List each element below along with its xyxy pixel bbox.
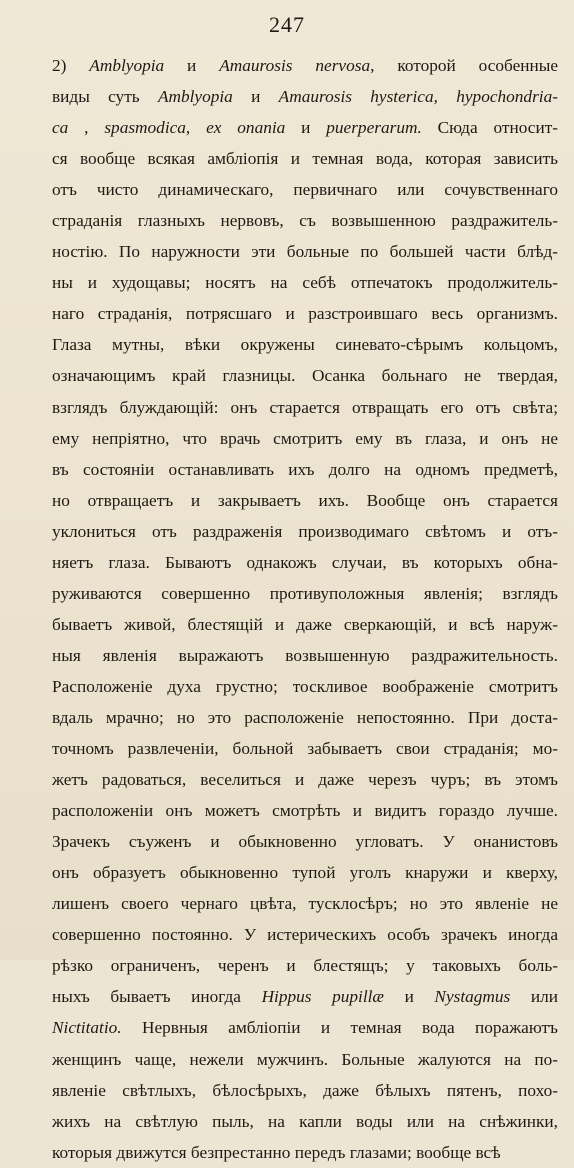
text-segment: отъ чисто динамическаго, первичнаго или сочувственнаго: [52, 180, 558, 200]
latin-term: Nystagmus: [434, 987, 511, 1007]
text-segment: Расположеніе духа грустно; тоскливое воображеніе смотритъ: [52, 676, 558, 696]
text-segment: и: [164, 56, 220, 75]
latin-term: puerperarum.: [326, 118, 422, 138]
text-line: [52, 360, 558, 391]
text-line: [52, 888, 558, 919]
text-line: [52, 112, 558, 143]
text-line: [52, 1012, 558, 1043]
text-segment: рѣзко ограниченъ, черенъ и блестящъ; у таковыхъ боль-: [52, 956, 558, 976]
text-segment: женщинъ чаще, нежели мужчинъ. Больные жалуются на по-: [52, 1049, 558, 1069]
text-line: [52, 702, 558, 733]
text-segment: явленіе свѣтлыхъ, бѣлосѣрыхъ, даже бѣлыхъ пятенъ, похо-: [52, 1080, 558, 1100]
text-segment: ностію. По наружности эти больные по большей части блѣд-: [52, 242, 558, 262]
text-segment: жихъ на свѣтлую пыль, на капли воды или на снѣжинки,: [52, 1111, 558, 1131]
text-segment: расположеніи онъ можетъ смотрѣть и видитъ гораздо лучше.: [52, 801, 558, 821]
text-line: [52, 640, 558, 671]
text-line: [52, 671, 558, 702]
text-segment: Глаза мутны, вѣки окружены синевато-сѣрымъ кольцомъ,: [52, 335, 558, 355]
text-line: [52, 950, 558, 981]
text-line: [52, 1106, 558, 1137]
text-segment: или: [510, 987, 558, 1007]
text-segment: ныхъ бываетъ иногда: [52, 987, 262, 1007]
text-line: [52, 1137, 558, 1168]
text-line: [52, 609, 558, 640]
text-segment: ныя явленія выражаютъ возвышенную раздражительность.: [52, 645, 558, 665]
text-segment: совершенно постоянно. У истерическихъ особъ зрачекъ иногда: [52, 925, 558, 945]
text-segment: въ состояніи останавливать ихъ долго на одномъ предметѣ,: [52, 459, 558, 479]
latin-term: Amblyopia: [89, 56, 165, 75]
latin-term: Amaurosis nervosa: [219, 56, 371, 75]
latin-term: Nictitatio.: [52, 1018, 122, 1038]
text-segment: ему непріятно, что врачь смотритъ ему въ глаза, и онъ не: [52, 428, 558, 448]
text-segment: и: [285, 118, 327, 138]
latin-term: Amblyopia: [157, 87, 233, 107]
text-segment: виды суть: [52, 87, 158, 107]
latin-term: spasmodica, ex onania: [104, 118, 286, 138]
text-line: [52, 1075, 558, 1106]
text-segment: означающимъ край глазницы. Осанка больнаго не твердая,: [52, 366, 558, 386]
text-segment: уклониться отъ раздраженія производимаго свѣтомъ и отъ-: [52, 521, 558, 541]
text-segment: точномъ развлеченіи, больной забываетъ свои страданія; мо-: [52, 739, 558, 759]
text-line: [52, 174, 558, 205]
text-line: [52, 764, 558, 795]
text-segment: няетъ глаза. Бываютъ однакожъ случаи, въ которыхъ обна-: [52, 552, 558, 572]
text-line: [52, 143, 558, 174]
text-segment: взглядъ блуждающій: онъ старается отвращать его отъ свѣта;: [52, 397, 558, 417]
text-segment: жетъ радоваться, веселиться и даже черезъ чуръ; въ этомъ: [52, 770, 558, 790]
text-line: [52, 267, 558, 298]
text-line: [52, 392, 558, 423]
text-segment: Нервныя амбліопіи и темная вода поражаютъ: [121, 1018, 558, 1038]
text-segment: и: [383, 987, 435, 1007]
text-line: [52, 205, 558, 236]
text-segment: но отвращаетъ и закрываетъ ихъ. Вообще онъ старается: [52, 490, 558, 510]
text-line: [52, 919, 558, 950]
page-number: 247: [269, 12, 305, 37]
text-segment: и: [232, 87, 279, 107]
text-line: [52, 329, 558, 360]
text-segment: ,: [68, 118, 105, 138]
body-text: [52, 50, 558, 1168]
text-line: [52, 547, 558, 578]
text-line: [52, 857, 558, 888]
latin-term: Amaurosis hysterica, hypochondria-: [278, 87, 558, 107]
text-segment: руживаются совершенно противуположныя явленія; взглядъ: [52, 583, 558, 603]
latin-term: ca: [52, 118, 69, 138]
latin-term: Hippus pupillæ: [261, 987, 384, 1007]
text-line: [52, 236, 558, 267]
text-segment: лишенъ своего чернаго цвѣта, тусклосѣръ; но это явленіе не: [52, 894, 558, 914]
text-segment: ся вообще всякая амбліопія и темная вода, которая зависить: [52, 149, 558, 169]
text-line: [52, 578, 558, 609]
text-line: [52, 826, 558, 857]
text-line: [52, 454, 558, 485]
text-segment: Сюда относит-: [421, 118, 558, 138]
text-line: [52, 81, 558, 112]
text-line: [52, 423, 558, 454]
text-line: [52, 1044, 558, 1075]
text-line: [52, 516, 558, 547]
text-segment: вдаль мрачно; но это расположеніе непостоянно. При доста-: [52, 707, 558, 727]
text-segment: которыя движутся безпрестанно передъ глазами; вообще всѣ: [52, 1142, 501, 1162]
text-line: [52, 795, 558, 826]
text-segment: бываетъ живой, блестящій и даже сверкающій, и всѣ наруж-: [52, 614, 558, 634]
text-segment: онъ образуетъ обыкновенно тупой уголъ кнаружи и кверху,: [52, 863, 558, 883]
text-segment: страданія глазныхъ нервовъ, съ возвышенною раздражитель-: [52, 211, 558, 231]
text-segment: , которой особенные: [370, 56, 558, 75]
text-segment: ны и худощавы; носятъ на себѣ отпечатокъ продолжитель-: [52, 273, 558, 293]
text-line: [52, 485, 558, 516]
text-segment: наго страданія, потрясшаго и разстроившаго весь организмъ.: [52, 304, 558, 324]
text-line: [52, 50, 558, 81]
text-line: [52, 981, 558, 1012]
text-segment: Зрачекъ съуженъ и обыкновенно угловатъ. У онанистовъ: [52, 832, 558, 852]
text-line: [52, 733, 558, 764]
text-line: [52, 298, 558, 329]
text-segment: 2): [52, 56, 90, 75]
